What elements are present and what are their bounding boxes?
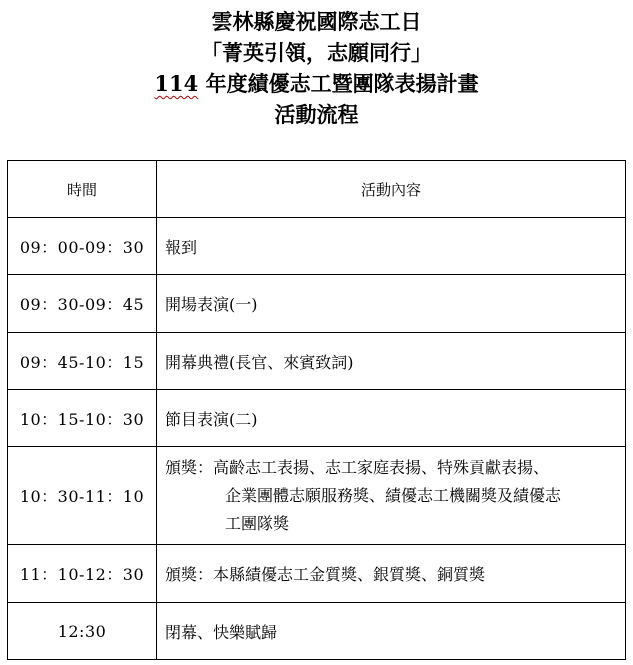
row-time: 10：30-11：10 — [8, 447, 157, 545]
row-activity: 頒獎：本縣績優志工金質獎、銀質獎、銅質獎 — [157, 545, 626, 603]
table-row — [8, 275, 626, 333]
table-row — [8, 603, 626, 660]
row-activity: 開幕典禮(長官、來賓致詞) — [157, 333, 626, 390]
title-line-1: 雲林縣慶祝國際志工日 — [211, 9, 422, 34]
schedule-table — [7, 160, 626, 660]
document-title-block — [0, 6, 633, 130]
column-header-time: 時間 — [8, 161, 157, 218]
title-line-4: 活動流程 — [274, 102, 359, 127]
row-activity-awards — [157, 447, 626, 545]
award-line-3: 工團隊獎 — [225, 513, 290, 533]
row-activity: 報到 — [157, 218, 626, 275]
table-row — [8, 218, 626, 275]
title-line-3-text: 年度績優志工暨團隊表揚計畫 — [198, 71, 479, 96]
title-year: 114 — [154, 71, 199, 96]
award-label: 頒獎： — [165, 457, 214, 477]
row-activity: 閉幕、快樂賦歸 — [157, 603, 626, 660]
table-row — [8, 545, 626, 603]
row-time: 10：15-10：30 — [8, 390, 157, 447]
row-time: 09：45-10：15 — [8, 333, 157, 390]
row-time: 12:30 — [8, 603, 157, 660]
table-row — [8, 333, 626, 390]
table-header-row — [8, 161, 626, 218]
row-time: 09：00-09：30 — [8, 218, 157, 275]
award-line-1: 高齡志工表揚、志工家庭表揚、特殊貢獻表揚、 — [213, 457, 550, 477]
row-time: 09：30-09：45 — [8, 275, 157, 333]
table-row — [8, 390, 626, 447]
row-time: 11：10-12：30 — [8, 545, 157, 603]
award-line-2: 企業團體志願服務獎、績優志工機關獎及績優志 — [225, 485, 562, 505]
row-activity: 開場表演(一) — [157, 275, 626, 333]
table-row — [8, 447, 626, 545]
row-activity: 節目表演(二) — [157, 390, 626, 447]
title-line-3 — [0, 68, 633, 99]
title-line-2: 「菁英引領，志願同行」 — [201, 40, 432, 65]
column-header-activity: 活動內容 — [157, 161, 626, 218]
